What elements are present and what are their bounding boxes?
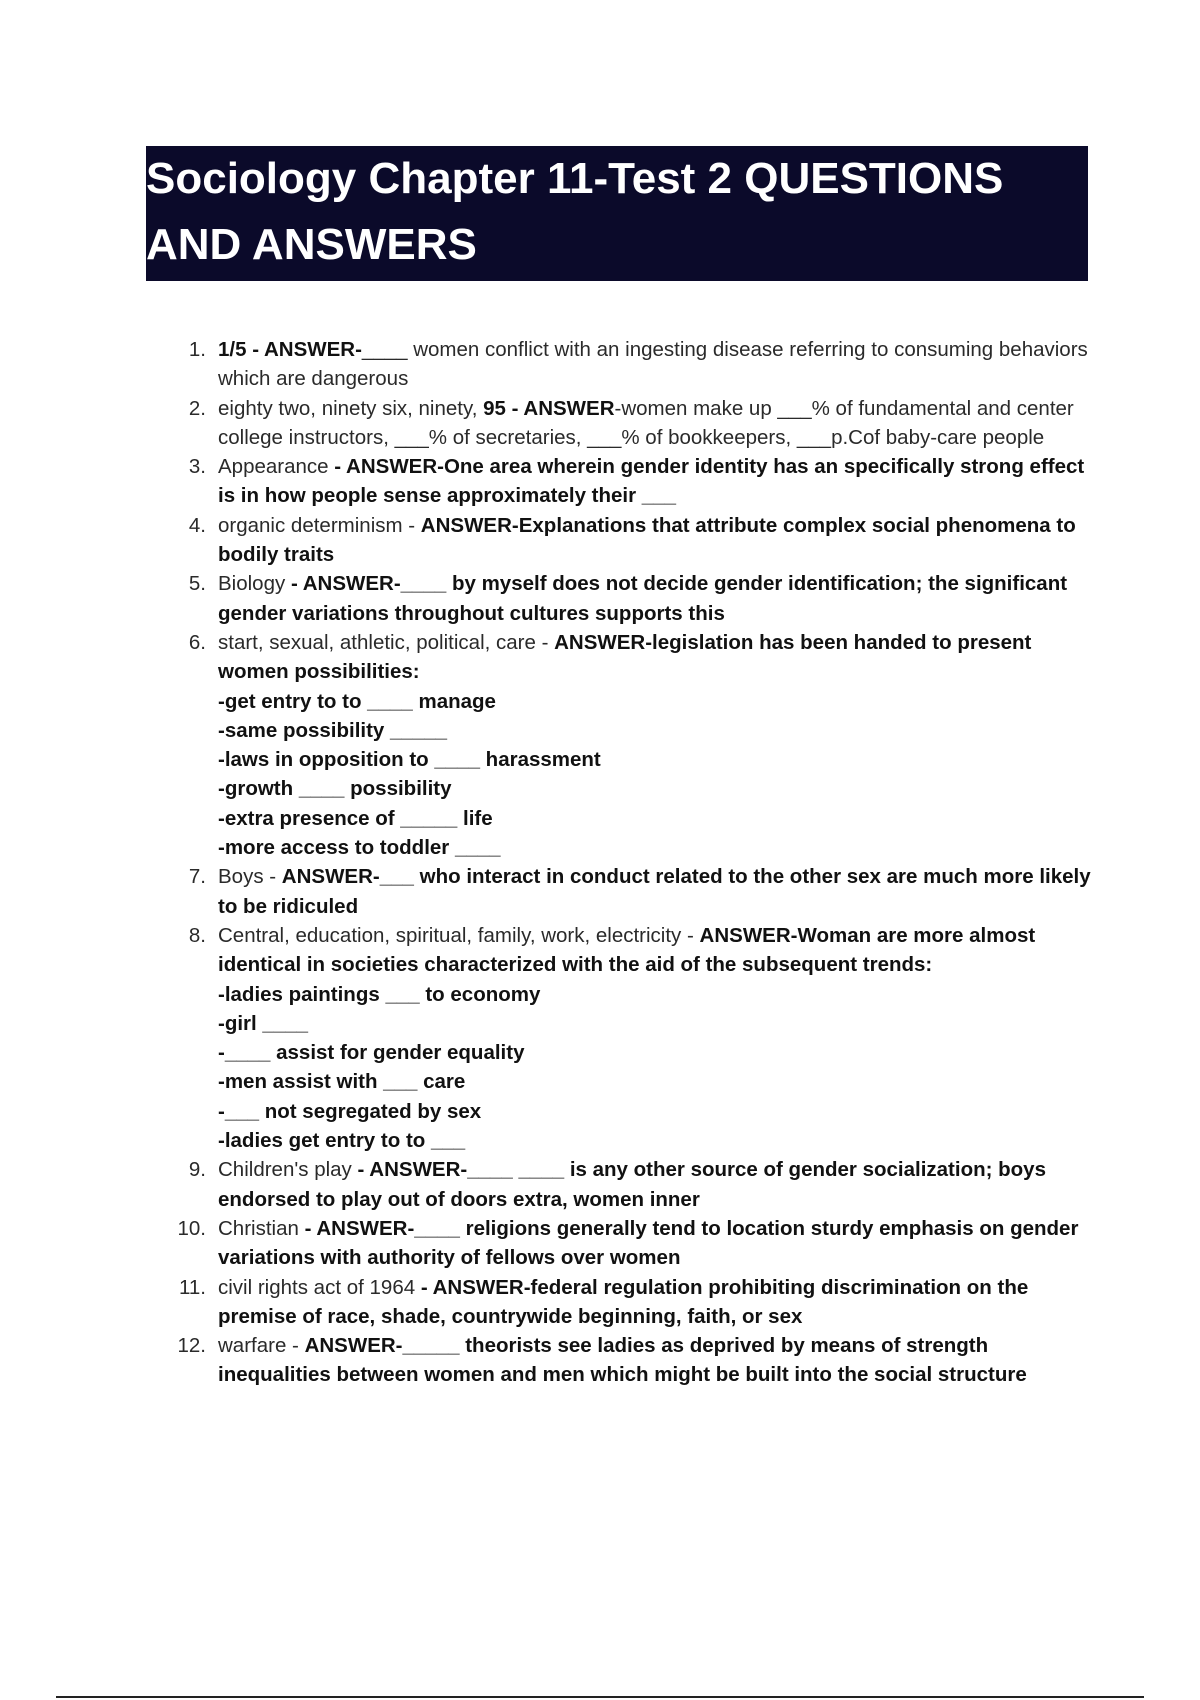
question-term: 1/5	[218, 338, 247, 361]
question-term: Appearance	[218, 455, 329, 479]
answer-line: -extra presence of _____ life	[218, 806, 493, 830]
answer-text: federal regulation prohibiting discrimination on the premise of race, shade, countrywide beginning, faith, or sex	[218, 1275, 1029, 1328]
item-number: 7.	[188, 865, 206, 889]
answer-line: -girl ____	[218, 1011, 309, 1035]
question-term: civil rights act of 1964	[218, 1275, 416, 1299]
item-number: 12.	[177, 1334, 206, 1358]
qa-item-8	[168, 921, 1098, 1155]
separator: -	[351, 1158, 370, 1182]
item-number: 11.	[179, 1275, 206, 1299]
answer-line: -ladies get entry to to ___	[218, 1129, 466, 1153]
answer-line: -more access to toddler ____	[218, 836, 501, 860]
answer-text: ____ by myself does not decide gender identification; the significant gender variations throughout cultures supports this	[218, 572, 1068, 625]
qa-item-12	[168, 1331, 1098, 1390]
answer-label: ANSWER-	[316, 1216, 415, 1240]
item-number: 6.	[188, 630, 206, 654]
answer-label: ANSWER-	[554, 630, 653, 654]
question-term: Boys	[218, 865, 264, 889]
answer-text: Explanations that attribute complex social phenomena to bodily traits	[218, 513, 1076, 567]
qa-item-10	[168, 1214, 1098, 1273]
answer-line: -growth ____ possibility	[218, 777, 452, 801]
answer-label: ANSWER	[523, 396, 615, 420]
answer-text: ____ religions generally tend to location sturdy emphasis on gender variations with authority of fellows over women	[218, 1216, 1079, 1270]
question-term: Children's play	[218, 1158, 352, 1182]
answer-text: ___ who interact in conduct related to the other sex are much more likely to be ridiculed	[218, 865, 1091, 918]
qa-list	[168, 335, 1098, 1390]
separator: -	[505, 396, 524, 420]
answer-text: Woman are more almost identical in societies characterized with the aid of the subsequent trends:	[218, 923, 1036, 977]
separator: -	[328, 455, 347, 479]
qa-item-1	[168, 335, 1098, 394]
answer-label: ANSWER-	[281, 865, 380, 889]
question-term: eighty two, ninety six, ninety,	[218, 396, 484, 420]
separator: -	[286, 1334, 305, 1358]
answer-text: ____ ____ is any other source of gender socialization; boys endorsed to play out of doors extra, women inner	[218, 1158, 1046, 1211]
answer-line: -___ not segregated by sex	[218, 1099, 482, 1123]
qa-item-9	[168, 1155, 1098, 1214]
answer-label: ANSWER-	[432, 1275, 531, 1299]
item-number: 4.	[188, 513, 206, 537]
answer-label: ANSWER-	[263, 338, 362, 361]
item-number: 5.	[188, 572, 206, 596]
answer-text: _____ theorists see ladies as deprived by means of strength inequalities between women and men which might be built into the social structure	[218, 1334, 1027, 1387]
separator: -	[402, 513, 421, 537]
separator: -	[285, 572, 303, 596]
footer-divider	[56, 1696, 1144, 1698]
page-title: Sociology Chapter 11-Test 2 QUESTIONS AND ANSWERS	[146, 154, 1004, 269]
separator: -	[246, 338, 264, 361]
answer-line: -laws in opposition to ____ harassment	[218, 748, 601, 772]
answer-text: One area wherein gender identity has an specifically strong effect is in how people sense approximately their ___	[218, 455, 1085, 508]
answer-text: -women make up ___% of fundamental and center college instructors, ___% of secretaries, ___% of bookkeepers, ___p.Cof baby-care people	[218, 396, 1074, 449]
question-term-bold: 95	[483, 396, 506, 420]
answer-label: ANSWER-	[304, 1334, 403, 1358]
separator: -	[535, 630, 555, 654]
separator: -	[298, 1216, 317, 1240]
separator: -	[415, 1275, 433, 1299]
qa-item-4	[168, 511, 1098, 570]
answer-text: legislation has been handed to present women possibilities:	[218, 630, 1032, 684]
qa-item-11	[168, 1273, 1098, 1332]
answer-label: ANSWER-	[346, 455, 444, 479]
answer-label: ANSWER-	[420, 513, 519, 537]
answer-label: ANSWER-	[369, 1158, 468, 1182]
answer-line: -____ assist for gender equality	[218, 1041, 525, 1065]
item-number: 9.	[188, 1158, 206, 1182]
question-term: Central, education, spiritual, family, work, electricity	[218, 923, 682, 947]
item-number: 3.	[188, 455, 206, 479]
answer-line: -same possibility _____	[218, 718, 448, 742]
item-number: 2.	[188, 396, 206, 420]
separator: -	[681, 923, 700, 947]
answer-line: -men assist with ___ care	[218, 1070, 466, 1094]
answer-label: ANSWER-	[302, 572, 401, 596]
qa-item-7	[168, 862, 1098, 921]
title-banner	[146, 146, 1088, 281]
question-term: Christian	[218, 1216, 299, 1240]
item-number: 10.	[177, 1216, 206, 1240]
answer-line: -ladies paintings ___ to economy	[218, 982, 541, 1006]
question-term: Biology	[218, 572, 286, 596]
item-number: 1.	[188, 338, 206, 361]
qa-item-5	[168, 569, 1098, 628]
qa-item-6	[168, 628, 1098, 862]
qa-item-3	[168, 452, 1098, 511]
question-term: organic determinism	[218, 513, 403, 537]
question-term: warfare	[218, 1334, 287, 1358]
answer-line: -get entry to to ____ manage	[218, 689, 496, 713]
item-number: 8.	[188, 923, 206, 947]
answer-label: ANSWER-	[699, 923, 798, 947]
separator: -	[263, 865, 282, 889]
qa-item-2	[168, 394, 1098, 453]
answer-text: ____ women conflict with an ingesting disease referring to consuming behaviors which are dangerous	[218, 338, 1088, 391]
question-term: start, sexual, athletic, political, care	[218, 630, 536, 654]
